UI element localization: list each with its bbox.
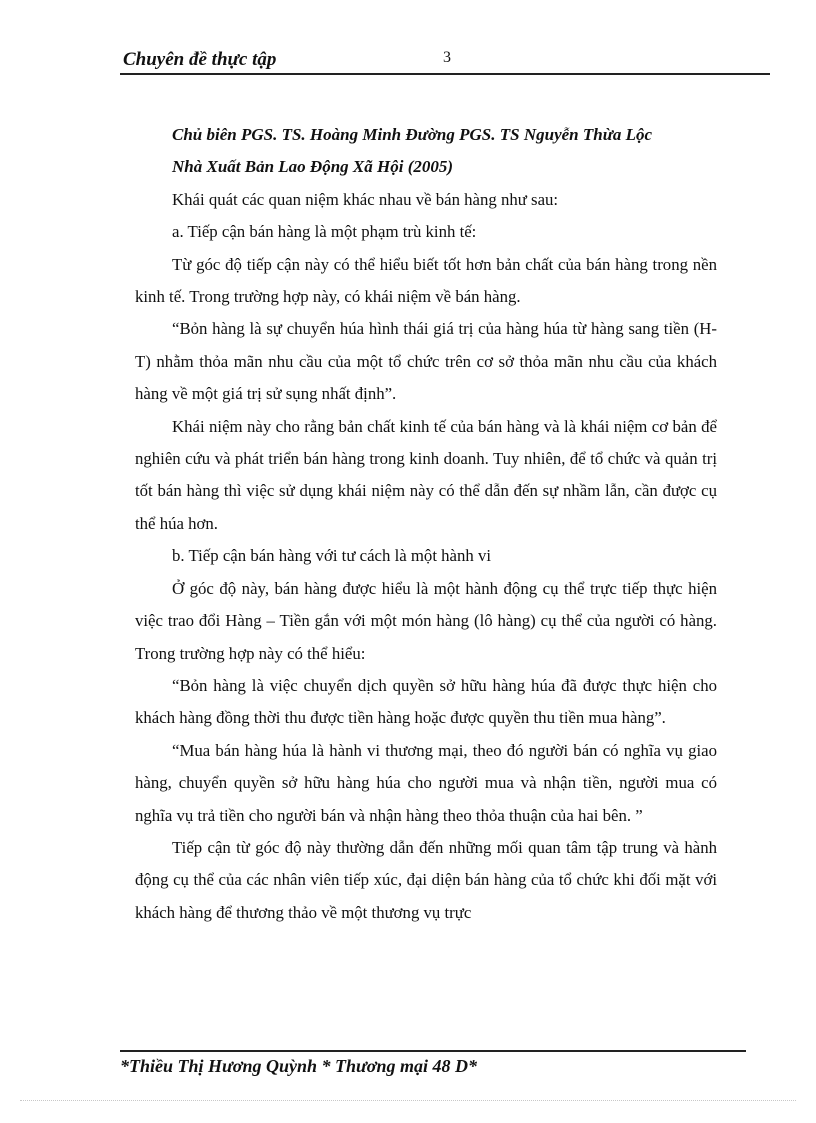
- body-paragraph: Tiếp cận từ góc độ này thường dẫn đến những mối quan tâm tập trung và hành động cụ thể của các nhân viên tiếp xúc, đại diện bán hàng của tổ chức khi đối mặt với khách hàng để thương thảo về một thương vụ trực: [135, 837, 717, 922]
- page-number: 3: [443, 49, 451, 66]
- footer-divider: [120, 1050, 746, 1052]
- reference-publisher: Nhà Xuất Bản Lao Động Xã Hội (2005): [172, 157, 454, 177]
- section-heading-b: b. Tiếp cận bán hàng với tư cách là một hành vi: [172, 546, 492, 566]
- body-paragraph: Khái quát các quan niệm khác nhau về bán hàng như sau:: [172, 189, 559, 209]
- header-divider: [120, 73, 770, 75]
- page-bottom-edge: [20, 1100, 796, 1101]
- reference-authors: Chủ biên PGS. TS. Hoàng Minh Đường PGS. TS Nguyễn Thừa Lộc: [172, 125, 653, 144]
- body-paragraph: Ở góc độ này, bán hàng được hiểu là một hành động cụ thể trực tiếp thực hiện việc trao đổi Hàng – Tiền gắn với một món hàng (lô hàng) cụ thể của người có hàng. Trong trường hợp này có thể hiểu:: [135, 578, 717, 663]
- header-title: Chuyên đề thực tập: [123, 49, 277, 70]
- document-body: [135, 119, 717, 929]
- body-paragraph: Từ góc độ tiếp cận này có thể hiểu biết tốt hơn bản chất của bán hàng trong nền kinh tế. Trong trường hợp này, có khái niệm về bán hàng.: [135, 254, 717, 307]
- quote-paragraph: “Bỏn hàng là sự chuyển húa hình thái giá trị của hàng húa từ hàng sang tiền (H-T) nhằm thỏa mãn nhu cầu của một tổ chức trên cơ sở thỏa mãn nhu cầu của khách hàng về một giá trị sử sụng nhất định”.: [135, 319, 717, 404]
- quote-paragraph: “Bỏn hàng là việc chuyển dịch quyền sở hữu hàng húa đã được thực hiện cho khách hàng đồng thời thu được tiền hàng hoặc được quyền thu tiền mua hàng”.: [135, 675, 717, 728]
- section-heading-a: a. Tiếp cận bán hàng là một phạm trù kinh tế:: [172, 222, 477, 242]
- body-paragraph: Khái niệm này cho rằng bản chất kinh tế của bán hàng và là khái niệm cơ bản để nghiên cứu và phát triển bán hàng trong kinh doanh. Tuy nhiên, để tổ chức và quản trị tốt bán hàng thì việc sử dụng khái niệm này có thể dẫn đến sự nhầm lẫn, cần được cụ thể húa hơn.: [135, 416, 717, 533]
- quote-paragraph: “Mua bán hàng húa là hành vi thương mại, theo đó người bán có nghĩa vụ giao hàng, chuyển quyền sở hữu hàng húa cho người mua và nhận tiền, người mua có nghĩa vụ trả tiền cho người bán và nhận hàng theo thỏa thuận của hai bên. ”: [135, 740, 717, 825]
- footer-author: *Thiều Thị Hương Quỳnh * Thương mại 48 D*: [120, 1056, 477, 1076]
